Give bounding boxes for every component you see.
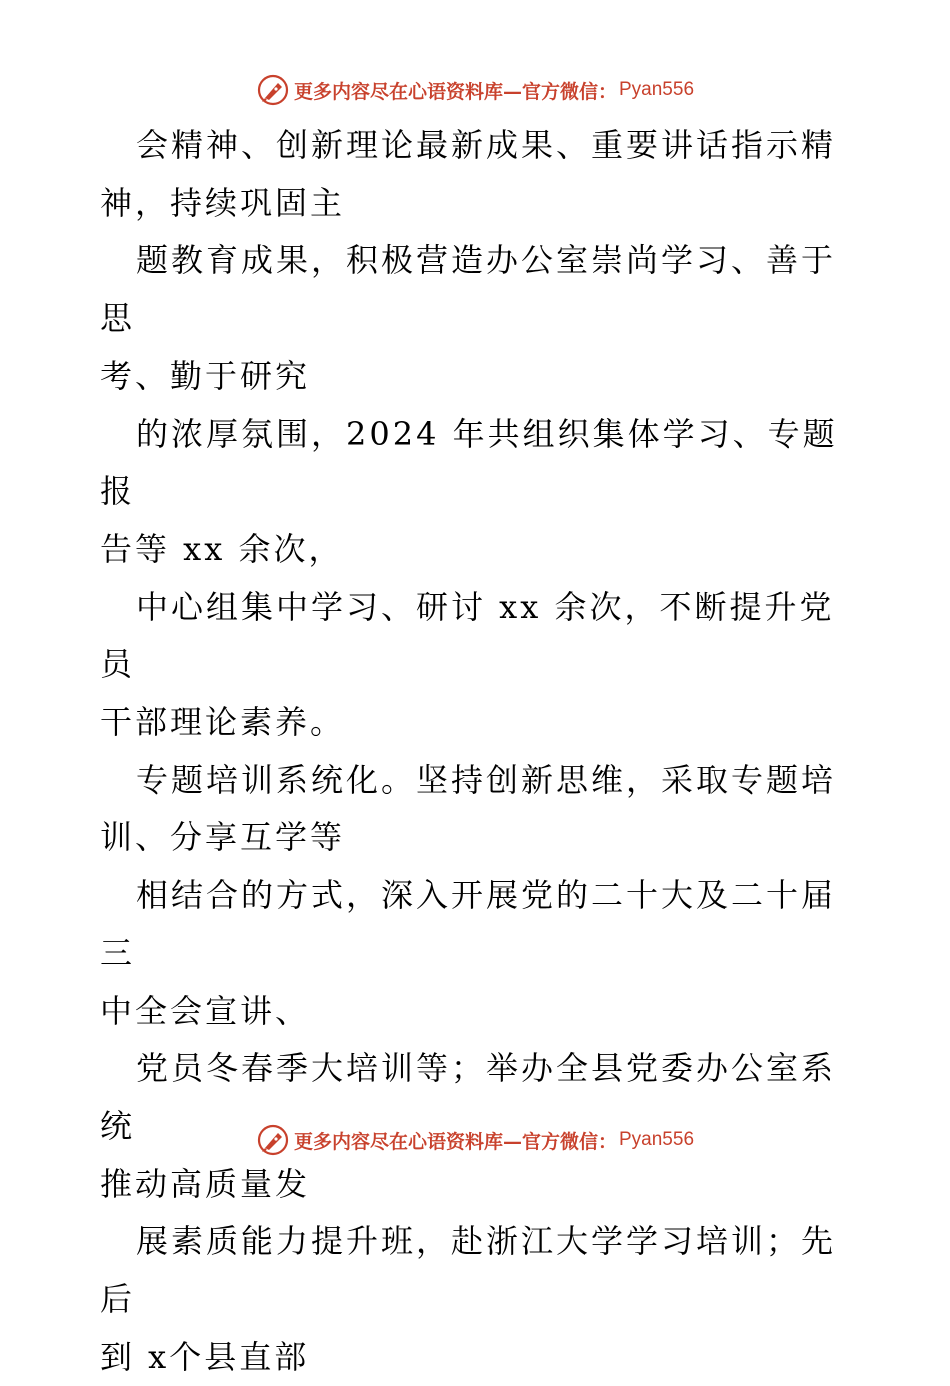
line-text: 到 x个县直部 (100, 1337, 310, 1376)
line-text: 党员冬春季大培训等；举办全县党委办公室系统 (100, 1049, 837, 1145)
paragraph (100, 232, 860, 405)
line-text: 专题培训系统化。坚持创新思维，采取专题培 (136, 760, 837, 799)
line-text: 中全会宣讲、 (100, 991, 311, 1030)
fountain-pen-logo-icon (256, 73, 290, 107)
line-text: 告等 xx 余次， (100, 529, 344, 568)
line-text: 神，持续巩固主 (100, 183, 346, 222)
paragraph (100, 117, 860, 232)
paragraph (100, 406, 860, 579)
paragraph (100, 752, 860, 867)
line-text: 会精神、创新理论最新成果、重要讲话指示精 (136, 126, 837, 164)
wechat-id: Pyan556 (619, 79, 695, 100)
brand-text: 更多内容尽在心语资料库—官方微信： (293, 1130, 617, 1153)
header-banner (0, 70, 950, 110)
paragraph (100, 579, 860, 752)
wechat-id: Pyan556 (619, 1129, 695, 1150)
line-text: 展素质能力提升班，赴浙江大学学习培训；先后 (100, 1222, 837, 1319)
line-text: 推动高质量发 (100, 1164, 311, 1203)
line-text: 考、勤于研究 (100, 356, 311, 395)
line-text: 的浓厚氛围，2024 年共组织集体学习、专题报 (100, 414, 838, 511)
paragraph (100, 867, 860, 1040)
fountain-pen-logo-icon (256, 1123, 290, 1157)
line-text: 相结合的方式，深入开展党的二十大及二十届三 (100, 876, 837, 972)
brand-text: 更多内容尽在心语资料库—官方微信： (293, 80, 617, 103)
line-text: 干部理论素养。 (100, 703, 346, 742)
document-body (100, 117, 860, 1386)
footer-banner (0, 1120, 950, 1160)
line-text: 中心组集中学习、研讨 xx 余次，不断提升党员 (100, 587, 835, 684)
line-text: 训、分享互学等 (100, 818, 346, 857)
line-text: 题教育成果，积极营造办公室崇尚学习、善于思 (100, 241, 837, 338)
paragraph (100, 1213, 860, 1386)
